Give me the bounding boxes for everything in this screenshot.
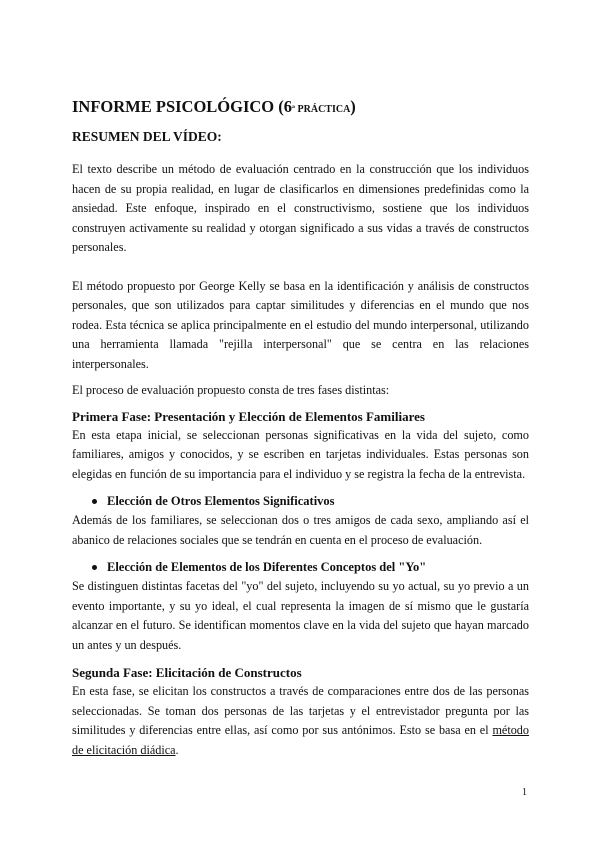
bullet-self-concepts — [92, 558, 529, 577]
phase1-text: En esta etapa inicial, se seleccionan personas significativas en la vida del sujeto, como familiares, amigos y conocidos, y se escriben en tarjetas individuales. Estas personas son elegidas en función de su importancia para el individuo y se registra la fecha de la entrevista. — [72, 427, 529, 481]
bullet2-text: Se distinguen distintas facetas del "yo" del sujeto, incluyendo su yo actual, su yo previo a un evento importante, y su yo ideal, el cual representa la imagen de sí mismo que le gustaría alcanzar en el futuro. Se identifican momentos clave en la vida del sujeto que hayan marcado un antes y un después. — [72, 579, 529, 652]
paragraph-intro: El texto describe un método de evaluación centrado en la construcción que los individuos hacen de su propia realidad, en lugar de clasificarlos en dimensiones predefinidas como la ansiedad. Este enfoque, inspirado en el constructivismo, sostiene que los individuos construyen activamente su realidad y otorgan significado a sus vidas a través de constructos personales. — [72, 162, 529, 254]
title-main: INFORME PSICOLÓGICO (6 — [72, 97, 293, 116]
dyadic-elicitation-link[interactable]: método de elicitación diádica — [72, 723, 529, 757]
phase2-heading: Segunda Fase: Elicitación de Constructos — [72, 665, 302, 680]
bullet2-heading: Elección de Elementos de los Diferentes Conceptos del "Yo" — [107, 560, 427, 574]
bullet1-heading: Elección de Otros Elementos Significativos — [107, 494, 335, 508]
phase2-body: En esta fase, se elicitan los constructos a través de comparaciones entre dos de las personas seleccionadas. Se toman dos personas de las tarjetas y el entrevistador pregunta por las similitudes y diferencias entre ellas, así como por sus antónimos. Esto se basa en el — [72, 684, 529, 737]
bullet-other-elements — [92, 492, 529, 511]
phase2-end: . — [175, 742, 179, 757]
phase1-heading: Primera Fase: Presentación y Elección de Elementos Familiares — [72, 408, 425, 424]
paragraph-kelly: El método propuesto por George Kelly se basa en la identificación y análisis de constructos personales, que son utilizados para captar similitudes y diferencias en el mundo que nos rodea. Esta técnica se aplica principalmente en el estudio del mundo interpersonal, utilizando una herramienta llamada "rejilla interpersonal" que se centra en las relaciones interpersonales. — [72, 278, 529, 371]
document-page — [72, 96, 529, 760]
title-superscript: ª PRÁCTICA — [292, 104, 351, 115]
title-close: ) — [350, 97, 356, 116]
bullet-dot-icon — [92, 499, 97, 504]
summary-heading: RESUMEN DEL VÍDEO: — [72, 129, 222, 144]
document-title — [72, 96, 529, 118]
paragraph-phases: El proceso de evaluación propuesto consta de tres fases distintas: — [72, 383, 390, 397]
page-number: 1 — [522, 787, 527, 798]
bullet1-text: Además de los familiares, se seleccionan dos o tres amigos de cada sexo, ampliando así el abanico de relaciones sociales que se tendrán en cuenta en el proceso de evaluación. — [72, 513, 529, 547]
phase2-text — [72, 682, 529, 760]
bullet-dot-icon — [92, 565, 97, 570]
